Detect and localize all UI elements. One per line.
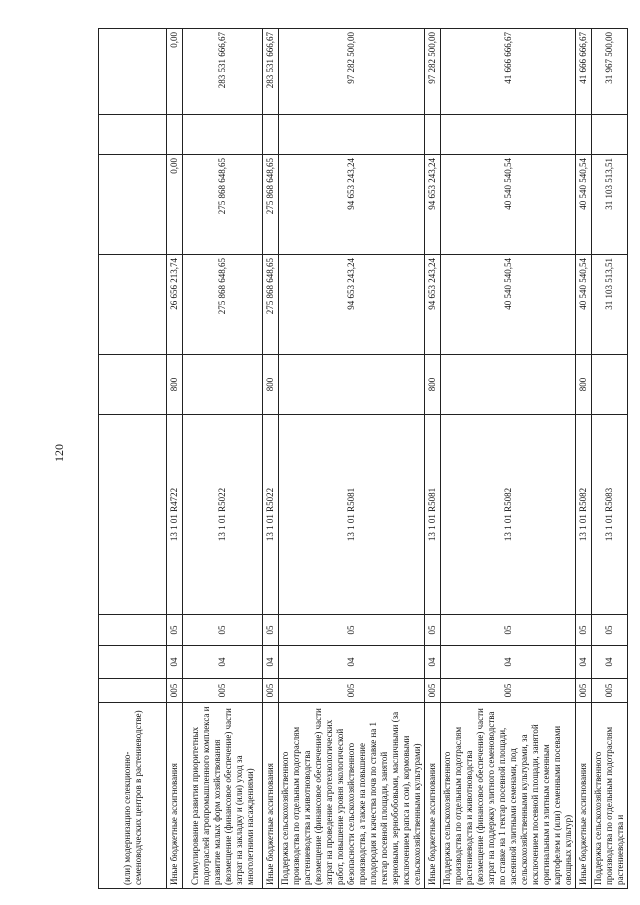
row-name: Поддержка сельскохозяйственного производства по отдельным подотраслям растениеводства и животноводства (возмещение (финансовое обеспечение) части затрат на поддержку элитного семеноводства по ставке на 1 гектар посевной площади, засеянной элитными семенами, под сельскохозяйственными культурами, за исключением посевной площади, занятой оригинальным и элитным семенным картофелем и (или) семенными посевами овощных культур) — [441, 703, 576, 889]
section-code: 04 — [167, 646, 183, 679]
amount-3 — [279, 115, 425, 155]
row-name: Стимулирование развития приоритетных подотраслей агропромышленного комплекса и развитие малых форм хозяйствования (возмещение (финансовое обеспечение) части затрат на закладку и (или) уход за многолетними насаждениями) — [183, 703, 263, 889]
target-code — [99, 415, 167, 615]
amount-2: 275 868 648,65 — [263, 155, 279, 255]
amount-2: 275 868 648,65 — [183, 155, 263, 255]
section-code: 04 — [279, 646, 425, 679]
ministry-code: 005 — [279, 679, 425, 703]
ministry-code: 005 — [263, 679, 279, 703]
section-code: 04 — [576, 646, 592, 679]
subsection-code: 05 — [183, 615, 263, 646]
amount-4 — [99, 29, 167, 115]
amount-4: 0,00 — [167, 29, 183, 115]
expense-type-code: 800 — [167, 355, 183, 415]
target-code: 13 1 01 R5081 — [279, 415, 425, 615]
budget-table — [98, 28, 628, 889]
section-code: 04 — [263, 646, 279, 679]
amount-3 — [263, 115, 279, 155]
amount-2: 40 540 540,54 — [441, 155, 576, 255]
amount-3 — [167, 115, 183, 155]
ministry-code: 005 — [576, 679, 592, 703]
amount-1: 31 103 513,51 — [592, 255, 628, 355]
amount-1: 94 653 243,24 — [425, 255, 441, 355]
row-name: Иные бюджетные ассигнования — [576, 703, 592, 889]
amount-3 — [576, 115, 592, 155]
section-code: 04 — [183, 646, 263, 679]
section-code: 04 — [592, 646, 628, 679]
target-code: 13 1 01 R5082 — [576, 415, 592, 615]
amount-1 — [99, 255, 167, 355]
amount-1: 40 540 540,54 — [441, 255, 576, 355]
subsection-code: 05 — [167, 615, 183, 646]
amount-3 — [99, 115, 167, 155]
rotated-table-frame — [98, 29, 625, 889]
table-row — [576, 29, 592, 889]
amount-3 — [441, 115, 576, 155]
subsection-code: 05 — [263, 615, 279, 646]
table-row — [279, 29, 425, 889]
table-row — [99, 29, 167, 889]
amount-2: 94 653 243,24 — [425, 155, 441, 255]
subsection-code: 05 — [576, 615, 592, 646]
amount-2: 0,00 — [167, 155, 183, 255]
section-code: 04 — [425, 646, 441, 679]
target-code: 13 1 01 R5081 — [425, 415, 441, 615]
ministry-code: 005 — [592, 679, 628, 703]
amount-4: 31 967 500,00 — [592, 29, 628, 115]
row-name: Иные бюджетные ассигнования — [425, 703, 441, 889]
amount-2: 94 653 243,24 — [279, 155, 425, 255]
amount-4: 41 666 666,67 — [441, 29, 576, 115]
amount-3 — [183, 115, 263, 155]
target-code: 13 1 01 R5083 — [592, 415, 628, 615]
expense-type-code — [99, 355, 167, 415]
expense-type-code — [592, 355, 628, 415]
table-row — [441, 29, 576, 889]
ministry-code: 005 — [183, 679, 263, 703]
amount-4: 41 666 666,67 — [576, 29, 592, 115]
amount-2: 31 103 513,51 — [592, 155, 628, 255]
amount-1: 94 653 243,24 — [279, 255, 425, 355]
subsection-code: 05 — [441, 615, 576, 646]
expense-type-code — [279, 355, 425, 415]
table-body — [99, 29, 628, 889]
subsection-code: 05 — [592, 615, 628, 646]
subsection-code: 05 — [425, 615, 441, 646]
amount-3 — [425, 115, 441, 155]
ministry-code: 005 — [425, 679, 441, 703]
table-row — [167, 29, 183, 889]
page-number: 120 — [52, 444, 66, 462]
subsection-code — [99, 615, 167, 646]
row-name: Поддержка сельскохозяйственного производства по отдельным подотраслям растениеводства и — [592, 703, 628, 889]
target-code: 13 1 01 R4722 — [167, 415, 183, 615]
rotated-table-inner — [98, 29, 625, 889]
ministry-code: 005 — [167, 679, 183, 703]
amount-1: 275 868 648,65 — [263, 255, 279, 355]
expense-type-code: 800 — [263, 355, 279, 415]
amount-3 — [592, 115, 628, 155]
section-code: 04 — [441, 646, 576, 679]
section-code — [99, 646, 167, 679]
expense-type-code: 800 — [425, 355, 441, 415]
amount-1: 26 656 213,74 — [167, 255, 183, 355]
target-code: 13 1 01 R5022 — [263, 415, 279, 615]
amount-2 — [99, 155, 167, 255]
amount-1: 40 540 540,54 — [576, 255, 592, 355]
amount-4: 283 531 666,67 — [263, 29, 279, 115]
row-name: Иные бюджетные ассигнования — [167, 703, 183, 889]
target-code: 13 1 01 R5082 — [441, 415, 576, 615]
subsection-code: 05 — [279, 615, 425, 646]
expense-type-code — [441, 355, 576, 415]
expense-type-code — [183, 355, 263, 415]
table-row — [183, 29, 263, 889]
table-row — [425, 29, 441, 889]
amount-4: 283 531 666,67 — [183, 29, 263, 115]
table-row — [592, 29, 628, 889]
expense-type-code: 800 — [576, 355, 592, 415]
table-row — [263, 29, 279, 889]
row-name: Поддержка сельскохозяйственного производства по отдельным подотраслям растениеводства и животноводства (возмещение (финансовое обеспечение) части затрат на проведение агротехнологических работ, повышение уровня экологической безопасности сельскохозяйственного производства, а также на повышение плодородия и качества почв по ставке на 1 гектар посевной площади, занятой зерновыми, зернобобовыми, масличными (за исключением рапса и сои), кормовыми сельскохозяйственными культурами) — [279, 703, 425, 889]
amount-2: 40 540 540,54 — [576, 155, 592, 255]
ministry-code — [99, 679, 167, 703]
row-name: Иные бюджетные ассигнования — [263, 703, 279, 889]
amount-4: 97 282 500,00 — [279, 29, 425, 115]
amount-4: 97 282 500,00 — [425, 29, 441, 115]
amount-1: 275 868 648,65 — [183, 255, 263, 355]
target-code: 13 1 01 R5022 — [183, 415, 263, 615]
row-name: (или) модернизацию селекционно-семеноводческих центров в растениеводстве) — [99, 703, 167, 889]
ministry-code: 005 — [441, 679, 576, 703]
